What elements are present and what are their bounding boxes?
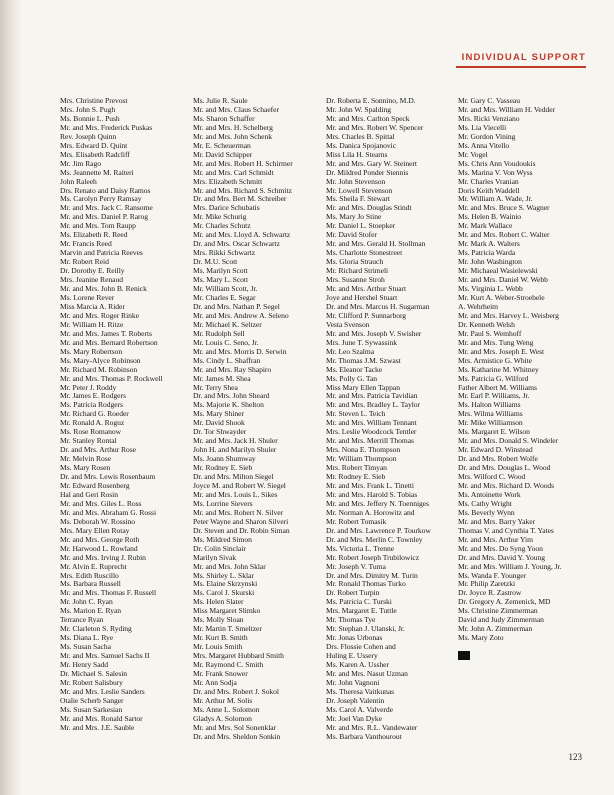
donor-name: Mrs. Jeanine Renaud: [60, 276, 123, 285]
donor-name: Mr. Ann Sodja: [193, 678, 237, 687]
donor-name: Dr. and Mrs. Bert M. Schreiber: [193, 195, 287, 204]
donor-name: Ms. Jeannette M. Raiteri: [60, 168, 134, 177]
donor-name: Mr. and Mrs. Carl Schmidt: [193, 168, 274, 177]
donor-name: Ms. Christine Zimmerman: [458, 607, 538, 616]
donor-name: Mr. and Mrs. Roger Rinke: [60, 311, 139, 320]
donor-name: Mrs. Edith Ruscillo: [60, 571, 119, 580]
donor-name: Mr. and Mrs. Tom Raupp: [60, 222, 136, 231]
donor-name: Mrs. Christine Prevost: [60, 97, 128, 105]
donor-name: Ms. Lia Viecelli: [458, 123, 507, 132]
donor-name: Mr. and Mrs. Frederick Puskas: [60, 123, 153, 132]
donor-name: Mr. and Mrs. Patricia Tavidian: [326, 392, 418, 401]
donor-name: Ms. Shirley L. Sklar: [193, 571, 254, 580]
donor-name: Mrs. Ricki Venziano: [458, 114, 520, 123]
donor-name: Mrs. John S. Pugh: [60, 105, 116, 114]
donor-name: Ms. Mary Rosen: [60, 464, 111, 473]
donor-name: Mr. Michael K. Seltzer: [193, 320, 262, 329]
donor-name: Dr. Kenneth Welsh: [458, 320, 515, 329]
donor-name: Ms. Marilyn Scott: [193, 267, 248, 276]
donor-name: Ms. Patricia Rodgers: [60, 401, 123, 410]
donor-name: Ms. Mary Shiner: [193, 410, 244, 419]
donor-name: Mr. Leo Szalma: [326, 347, 375, 356]
donor-name: Miss Lila H. Stearns: [326, 150, 388, 159]
donor-name: Mr. Stephan J. Ulanski, Jr.: [326, 625, 405, 634]
donor-name: Ms. Halton Williams: [458, 401, 521, 410]
donor-name: Mr. and Mrs. Richard S. Schmitz: [193, 186, 292, 195]
donor-name: Dr. and Mrs. David Y. Young: [458, 553, 546, 562]
donor-name: Mr. John Stevenson: [326, 177, 386, 186]
end-of-list-mark: [458, 651, 470, 660]
donor-name: Mr. and Mrs. Daniel P. Rarog: [60, 213, 149, 222]
donor-name: A. Wehrheim: [458, 302, 499, 311]
donor-name: Rev. Joseph Quinn: [60, 132, 117, 141]
donor-name: Mr. and Mrs. Jack H. Shuler: [193, 437, 278, 446]
donor-name: Mr. and Mrs. John Schenk: [193, 132, 272, 141]
donor-name: Ms. Deborah W. Rossino: [60, 517, 136, 526]
donor-name: Mrs. June T. Sywassink: [326, 338, 397, 347]
donor-name: Ms. Anna Vitello: [458, 141, 510, 150]
donor-name: Mr. William A. Wade, Jr.: [458, 195, 533, 204]
donor-name: Mr. Gary C. Vasseau: [458, 97, 520, 105]
page-binding-shadow: [0, 0, 22, 795]
donor-name: Mr. and Mrs. James T. Roberts: [60, 329, 152, 338]
donor-name: Mrs. Rikki Schwartz: [193, 249, 256, 258]
donor-name: Mrs. Margaret Hubbard Smith: [193, 652, 284, 661]
donor-name: Mr. and Mrs. Abraham G. Rossi: [60, 508, 157, 517]
donor-name: Mr. Thomas J.M. Szwast: [326, 356, 401, 365]
donor-name: Mr. Jim Rago: [60, 159, 101, 168]
donor-name: Mr. and Mrs. Robert H. Schirmer: [193, 159, 293, 168]
donor-name: Mr. Charles Schutz: [193, 222, 251, 231]
donor-name: Mr. Louis C. Seno, Jr.: [193, 338, 259, 347]
donor-name: Mr. Louis Smith: [193, 643, 243, 652]
donor-name: Mr. Gordon Vining: [458, 132, 516, 141]
donor-name: Ms. Mary Jo Stine: [326, 213, 382, 222]
donor-name: Mr. Peter J. Roddy: [60, 383, 117, 392]
donor-name: Mr. and Mrs. Joseph E. West: [458, 347, 545, 356]
donor-name: Mr. John Washington: [458, 258, 522, 267]
donor-name: Mr. William H. Ritze: [60, 320, 124, 329]
donor-name: Mr. Mike Schurig: [193, 213, 247, 222]
donor-name: Mr. and Mrs. Thomas P. Rockwell: [60, 374, 163, 383]
donor-name: Ms. Lorene Rever: [60, 293, 115, 302]
donor-name: Mr. Alvin E. Ruprecht: [60, 562, 127, 571]
donor-name: Dr. and Mrs. Lawrence P. Tourkow: [326, 526, 431, 535]
donor-name: Huling E. Ussery: [326, 652, 378, 661]
donor-name: Ms. Mary Robertson: [60, 347, 123, 356]
donor-name: Dr. and Mrs. Milton Siegel: [193, 473, 274, 482]
donor-name: Mr. Paul S. Wemhoff: [458, 329, 522, 338]
donor-name: Ms. Carolyn Perry Ramsay: [60, 195, 142, 204]
donor-name: Ms. Patricia G. Wilford: [458, 374, 529, 383]
donor-name: Mr. and Mrs. John Sklar: [193, 562, 266, 571]
donor-name: Dr. Colin Sinclair: [193, 544, 246, 553]
donor-name: Mr. and Mrs. Carlton Speck: [326, 114, 410, 123]
donor-name: Mr. Jonas Urbonas: [326, 634, 383, 643]
donor-name: Mr. and Mrs. Morris D. Serwin: [193, 347, 287, 356]
donor-name: Mr. James M. Shea: [193, 374, 251, 383]
donor-name: Ms. Carol A. Valverde: [326, 705, 393, 714]
donor-name: Hal and Geri Rosin: [60, 490, 118, 499]
donor-name: Ms. Virginia L. Webb: [458, 285, 523, 294]
donor-name: Mr. Robert Salisbury: [60, 678, 123, 687]
donor-name: Mr. and Mrs. William H. Vedder: [458, 105, 556, 114]
donor-name: Ms. Danica Spojanovic: [326, 141, 397, 150]
donor-name: Drs. Renato and Daisy Ramos: [60, 186, 151, 195]
donor-name: Ms. Carol J. Skurski: [193, 589, 255, 598]
donor-name: Mr. Kurt A. Weber-Stroebele: [458, 293, 545, 302]
donor-name: Mrs. Robert Timyan: [326, 464, 387, 473]
donor-name: Ms. Barbara Vanthourout: [326, 732, 402, 741]
donor-name: Mr. Steven L. Teich: [326, 410, 386, 419]
donor-name: Dr. Tor Shwayder: [193, 428, 247, 437]
section-header: [456, 52, 586, 68]
donor-name: Dr. and Mrs. Robert J. Sokol: [193, 687, 279, 696]
donor-name: Mr. Mike Williamson: [458, 419, 523, 428]
donor-name: Ms. Cindy L. Shaffran: [193, 356, 261, 365]
donor-name: John Raleeh: [60, 177, 97, 186]
donor-name: Ms. Antoinette Work: [458, 490, 521, 499]
donor-name: Ms. Anne L. Solomon: [193, 705, 260, 714]
donor-name: Mrs. Susanne Stroh: [326, 276, 385, 285]
donor-name: Mr. Terry Shea: [193, 383, 238, 392]
donor-name: Mr. James E. Rodgers: [60, 392, 126, 401]
donor-name: Mr. and Mrs. Bruce S. Wagner: [458, 204, 550, 213]
donor-name: Thomas V. and Cynthia T. Yates: [458, 526, 554, 535]
donor-name: Mr. Rodney E. Sieb: [326, 473, 386, 482]
donor-name: Mr. Philip Zaretzki: [458, 580, 516, 589]
donor-name: Mr. Richard Strimeli: [326, 267, 389, 276]
donor-name: Mr. and Mrs. John B. Renick: [60, 285, 147, 294]
donor-name: Mr. Arthur M. Solis: [193, 696, 253, 705]
donor-name: Mr. and Mrs. Robert C. Walter: [458, 231, 550, 240]
donor-name: Dr. and Mrs. Merlin C. Townley: [326, 535, 423, 544]
donor-name: Mrs. Armistice G. White: [458, 356, 533, 365]
donor-name: Mr. Robert Tomasik: [326, 517, 387, 526]
donor-column-3: [326, 97, 458, 742]
donor-name: Ms. Theresa Vaitkunas: [326, 687, 395, 696]
donor-name: Mr. Stanley Rontal: [60, 437, 117, 446]
donor-column-2: [193, 97, 325, 742]
donor-column-1: [60, 97, 192, 733]
donor-name: Gladys A. Solomon: [193, 714, 252, 723]
donor-name: Mr. Edward D. Winstead: [458, 446, 533, 455]
donor-name: Ms. Mildred Simon: [193, 535, 252, 544]
donor-name: Ms. Gloria Strauch: [326, 258, 384, 267]
donor-name: Ms. Polly G. Tan: [326, 374, 378, 383]
donor-name: Ms. Mary Zoto: [458, 634, 504, 643]
section-title-rule: [456, 66, 586, 68]
donor-name: Mr. Frank Snower: [193, 670, 248, 678]
donor-name: Ms. Charlotte Stonestreet: [326, 249, 403, 258]
donor-name: Mr. and Mrs. Thomas F. Russell: [60, 589, 157, 598]
donor-name: Dr. and Mrs. Lewis Rosenbaum: [60, 473, 156, 482]
donor-name: Father Albert M. Williams: [458, 383, 537, 392]
donor-name: Ms. Elaine Skrzynski: [193, 580, 258, 589]
donor-name: Ms. Joann Shumway: [193, 455, 256, 464]
donor-name: Mr. and Mrs. Ronald Sartor: [60, 714, 143, 723]
donor-name: Mr. Rudolph Sell: [193, 329, 245, 338]
donor-name: Mr. and Mrs. Jeffery N. Toenniges: [326, 499, 429, 508]
donor-name: Dr. Dorothy E. Reilly: [60, 267, 125, 276]
donor-name: Mr. Raymond C. Smith: [193, 661, 264, 670]
donor-name: Mr. Henry Sadd: [60, 661, 109, 670]
donor-name: Dr. M.U. Scott: [193, 258, 238, 267]
donor-name: Mr. and Mrs. Gerald H. Stollman: [326, 240, 426, 249]
donor-name: Dr. Robert Turpin: [326, 589, 380, 598]
donor-name: Dr. and Mrs. John Sheard: [193, 392, 270, 401]
donor-name: Ms. Diana L. Rye: [60, 634, 114, 643]
donor-name: Miss Marcia A. Rider: [60, 302, 125, 311]
donor-name: Mr. and Mrs. Lloyd A. Schwartz: [193, 231, 291, 240]
donor-name: Mr. and Mrs. Donald S. Windeler: [458, 437, 559, 446]
donor-name: Mr. Daniel L. Stoepker: [326, 222, 396, 231]
donor-name: Dr. Roberta E. Sonnino, M.D.: [326, 97, 416, 105]
donor-name: Dr. Steven and Dr. Robin Siman: [193, 526, 290, 535]
donor-name: Mr. David Stofer: [326, 231, 377, 240]
donor-name: Ms. Molly Sloan: [193, 616, 244, 625]
donor-column-4: [458, 97, 590, 660]
donor-name: Ms. Wanda F. Younger: [458, 571, 527, 580]
donor-name: Mr. William Thompson: [326, 455, 397, 464]
donor-name: Ms. Barbara Russell: [60, 580, 121, 589]
donor-name: Mr. Melvin Rose: [60, 455, 111, 464]
donor-name: Mr. Ronald Thomas Turko: [326, 580, 406, 589]
donor-name: Ms. Majorie K. Shelton: [193, 401, 264, 410]
donor-name: Ms. Lorrine Sievers: [193, 499, 253, 508]
donor-name: Ms. Susan Sarkesian: [60, 705, 123, 714]
donor-name: Mr. John W. Spalding: [326, 105, 392, 114]
donor-name: Mr. and Mrs. Robert W. Spencer: [326, 123, 424, 132]
donor-name: Ms. Katharine M. Whitney: [458, 365, 539, 374]
donor-name: Miss Margaret Slimko: [193, 607, 261, 616]
donor-name: Ms. Margaret E. Wilson: [458, 428, 530, 437]
donor-name: Mr. and Mrs. H. Schelberg: [193, 123, 273, 132]
donor-name: Mr. and Mrs. Arthur Stuart: [326, 285, 407, 294]
donor-name: Mr. Rodney E. Sieb: [193, 464, 253, 473]
donor-name: Mr. and Mrs. Arthur Yim: [458, 535, 533, 544]
donor-name: Mr. and Mrs. Harold S. Tobias: [326, 490, 418, 499]
donor-name: Mr. and Mrs. Richard D. Woods: [458, 481, 555, 490]
donor-name: Dr. and Mrs. Nathan P. Segel: [193, 302, 280, 311]
donor-name: Mr. and Mrs. Bernard Robertson: [60, 338, 158, 347]
donor-name: Mr. Robert Joseph Trubilowicz: [326, 553, 420, 562]
donor-name: Mr. Norman A. Horowitz and: [326, 508, 415, 517]
donor-name: Mr. and Mrs. Do Syng Yoon: [458, 544, 543, 553]
donor-name: Mr. and Mrs. J.E. Sauble: [60, 723, 135, 732]
donor-name: Mrs. Margaret E. Tuttle: [326, 607, 397, 616]
donor-name: Mr. and Mrs. Bradley L. Taylor: [326, 401, 420, 410]
donor-name: Joyce M. and Robert W. Siegel: [193, 481, 286, 490]
donor-name: Mrs. Charles B. Spittal: [326, 132, 395, 141]
donor-name: Vesta Svenson: [326, 320, 370, 329]
donor-name: Mr. and Mrs. Frank L. Tinetti: [326, 481, 414, 490]
donor-name: Ms. Chris Ann Voudoukis: [458, 159, 536, 168]
donor-name: Dr. Joyce R. Zastrow: [458, 589, 522, 598]
donor-name: Ms. Eleanor Tacke: [326, 365, 383, 374]
donor-name: Ms. Marina V. Von Wyss: [458, 168, 533, 177]
donor-name: Dr. Joseph Valentin: [326, 696, 385, 705]
donor-name: Mr. and Mrs. Gary W. Steinert: [326, 159, 417, 168]
donor-name: Otalie Scherb Sanger: [60, 696, 124, 705]
donor-name: Mr. Richard M. Robinson: [60, 365, 138, 374]
donor-name: Dr. Michael S. Salesin: [60, 670, 128, 678]
donor-name: Ms. Helen B. Wainio: [458, 213, 522, 222]
donor-name: Dr. and Mrs. Douglas L. Wood: [458, 464, 551, 473]
donor-name: Ms. Sheila F. Stewart: [326, 195, 390, 204]
donor-name: Mr. Joseph V. Tuma: [326, 562, 386, 571]
donor-name: Ms. Cathy Wright: [458, 499, 512, 508]
donor-name: Mr. Harwood L. Rowland: [60, 544, 138, 553]
donor-name: Mr. and Mrs. Daniel W. Webb: [458, 276, 548, 285]
donor-name: Mr. David Schipper: [193, 150, 253, 159]
donor-name: Ms. Karen A. Ussher: [326, 661, 389, 670]
donor-name: Mrs. Elizabeth Schmitt: [193, 177, 263, 186]
donor-name: Terrance Ryan: [60, 616, 104, 625]
donor-name: Drs. Flossie Cohen and: [326, 643, 396, 652]
donor-name: Mr. Edward Rosenberg: [60, 481, 130, 490]
donor-name: Mr. and Mrs. Leslie Sanders: [60, 687, 145, 696]
donor-name: Mr. and Mrs. Giles L. Ross: [60, 499, 142, 508]
donor-name: Marvin and Patricia Reeves: [60, 249, 143, 258]
donor-name: Mr. Michaeal Wasielewski: [458, 267, 538, 276]
donor-name: Mrs. Wilma Williams: [458, 410, 523, 419]
donor-name: Mr. Ronald A. Roguz: [60, 419, 125, 428]
donor-name: Ms. Marion E. Ryan: [60, 607, 122, 616]
donor-name: Mr. Martin T. Smeltzer: [193, 625, 262, 634]
donor-name: Dr. and Mrs. Arthur Rose: [60, 446, 136, 455]
donor-name: Ms. Sharon Schaffer: [193, 114, 255, 123]
donor-name: Mr. Charles E. Segar: [193, 293, 256, 302]
donor-name: Dr. Gregory A. Zemenick, MD: [458, 598, 551, 607]
donor-name: Mrs. Wilford C. Wood: [458, 473, 526, 482]
donor-name: Mr. and Mrs. Robert N. Silver: [193, 508, 284, 517]
donor-name: Dr. and Mrs. Marcus H. Sugarman: [326, 302, 430, 311]
donor-name: Dr. and Mrs. Dimitry M. Turin: [326, 571, 418, 580]
donor-name: Mr. and Mrs. Barry Yaker: [458, 517, 536, 526]
donor-name: Mr. and Mrs. Nasut Uzman: [326, 670, 408, 678]
donor-name: Mr. Richard G. Roeder: [60, 410, 129, 419]
donor-name: Ms. Victoria L. Trenne: [326, 544, 395, 553]
donor-name: Mr. Robert Reid: [60, 258, 109, 267]
donor-name: Mr. John Vagnoni: [326, 678, 380, 687]
donor-name: Mr. John C. Ryan: [60, 598, 113, 607]
donor-name: Ms. Julie R. Saule: [193, 97, 248, 105]
donor-name: Mr. and Mrs. Sol Sonenklar: [193, 723, 277, 732]
donor-name: Mr. Clifford P. Sunnarborg: [326, 311, 407, 320]
donor-name: Mr. Mark A. Walters: [458, 240, 520, 249]
donor-name: Mr. Mark Wallace: [458, 222, 513, 231]
donor-name: Mr. and Mrs. Samuel Sachs II: [60, 652, 150, 661]
donor-name: Mr. Clarleton S. Ryding: [60, 625, 132, 634]
donor-name: Mr. and Mrs. William Tennant: [326, 419, 417, 428]
donor-name: Mr. Kurt B. Smith: [193, 634, 248, 643]
donor-name: Mrs. Edward D. Quint: [60, 141, 128, 150]
donor-name: Ms. Susan Sacha: [60, 643, 111, 652]
donor-name: Mr. and Mrs. Tung Weng: [458, 338, 534, 347]
donor-name: Mr. and Mrs. Claus Schaefer: [193, 105, 279, 114]
donor-name: David and Judy Zimmerman: [458, 616, 544, 625]
donor-name: Ms. Patricia Warda: [458, 249, 516, 258]
donor-name: Dr. Mildred Ponder Stennis: [326, 168, 409, 177]
donor-name: Marilyn Sivak: [193, 553, 237, 562]
donor-name: Mr. David Shook: [193, 419, 245, 428]
donor-list: [60, 97, 590, 767]
donor-name: Mr. and Mrs. Ray Shapiro: [193, 365, 272, 374]
donor-name: Mrs. Leslie Woodcock Tentler: [326, 428, 417, 437]
donor-name: Mr. and Mrs. Merrill Thomas: [326, 437, 414, 446]
donor-name: Miss Mary Ellen Tappan: [326, 383, 400, 392]
donor-name: Mrs. Nona E. Thompson: [326, 446, 401, 455]
donor-name: Mr. Vogel: [458, 150, 488, 159]
donor-name: Mr. and Mrs. R.L. Vandewater: [326, 723, 418, 732]
donor-name: Peter Wayne and Sharon Silveri: [193, 517, 289, 526]
donor-name: Mr. John A. Zimmerman: [458, 625, 533, 634]
donor-name: Ms. Bonnie L. Push: [60, 114, 120, 123]
donor-name: Mr. Francis Reed: [60, 240, 112, 249]
donor-name: Mr. and Mrs. Joseph V. Swisher: [326, 329, 422, 338]
donor-name: Mr. and Mrs. Irving J. Rubin: [60, 553, 146, 562]
donor-name: Dr. and Mrs. Sheldon Sonkin: [193, 732, 281, 741]
donor-name: Ms. Beverly Wynn: [458, 508, 515, 517]
donor-name: Mr. Earl P. Williams, Jr.: [458, 392, 530, 401]
donor-name: Mr. William Scott, Jr.: [193, 285, 258, 294]
donor-name: Mr. Thomas Tye: [326, 616, 376, 625]
donor-name: Mr. Charles Vranian: [458, 177, 519, 186]
donor-name: Mr. and Mrs. Harvey L. Weisberg: [458, 311, 559, 320]
donor-name: Ms. Patricia C. Turski: [326, 598, 392, 607]
donor-name: Mr. and Mrs. Jack C. Ransome: [60, 204, 153, 213]
donor-name: Mr. and Mrs. Douglas Stindt: [326, 204, 412, 213]
donor-name: Mr. and Mrs. William J. Young, Jr.: [458, 562, 562, 571]
donor-name: Ms. Mary L. Scott: [193, 276, 249, 285]
donor-name: Mr. E. Scheuerman: [193, 141, 251, 150]
donor-name: Mr. Lowell Stevenson: [326, 186, 393, 195]
section-title: INDIVIDUAL SUPPORT: [461, 52, 586, 63]
donor-name: Mr. and Mrs. Andrew A. Seleno: [193, 311, 289, 320]
donor-name: Ms. Elizabeth R. Reed: [60, 231, 128, 240]
donor-name: Mr. and Mrs. George Roth: [60, 535, 140, 544]
donor-name: Doris Keith Waddell: [458, 186, 520, 195]
donor-name: John H. and Marilyn Shuler: [193, 446, 277, 455]
page-number: 123: [568, 752, 582, 762]
donor-name: Mr. Joel Van Dyke: [326, 714, 382, 723]
donor-name: Ms. Helen Slater: [193, 598, 244, 607]
donor-name: Ms. Mary-Alyce Robinson: [60, 356, 141, 365]
donor-name: Mrs. Mary Ellen Rotay: [60, 526, 130, 535]
donor-name: Mrs. Darice Schubatis: [193, 204, 260, 213]
donor-name: Joye and Hershel Stuart: [326, 293, 398, 302]
donor-name: Dr. and Mrs. Oscar Schwartz: [193, 240, 280, 249]
donor-name: Mrs. Elisabeth Radcliff: [60, 150, 130, 159]
donor-name: Dr. and Mrs. Robert Wolfe: [458, 455, 538, 464]
donor-name: Ms. Rose Romanow: [60, 428, 122, 437]
donor-name: Mr. and Mrs. Louis L. Sikes: [193, 490, 278, 499]
